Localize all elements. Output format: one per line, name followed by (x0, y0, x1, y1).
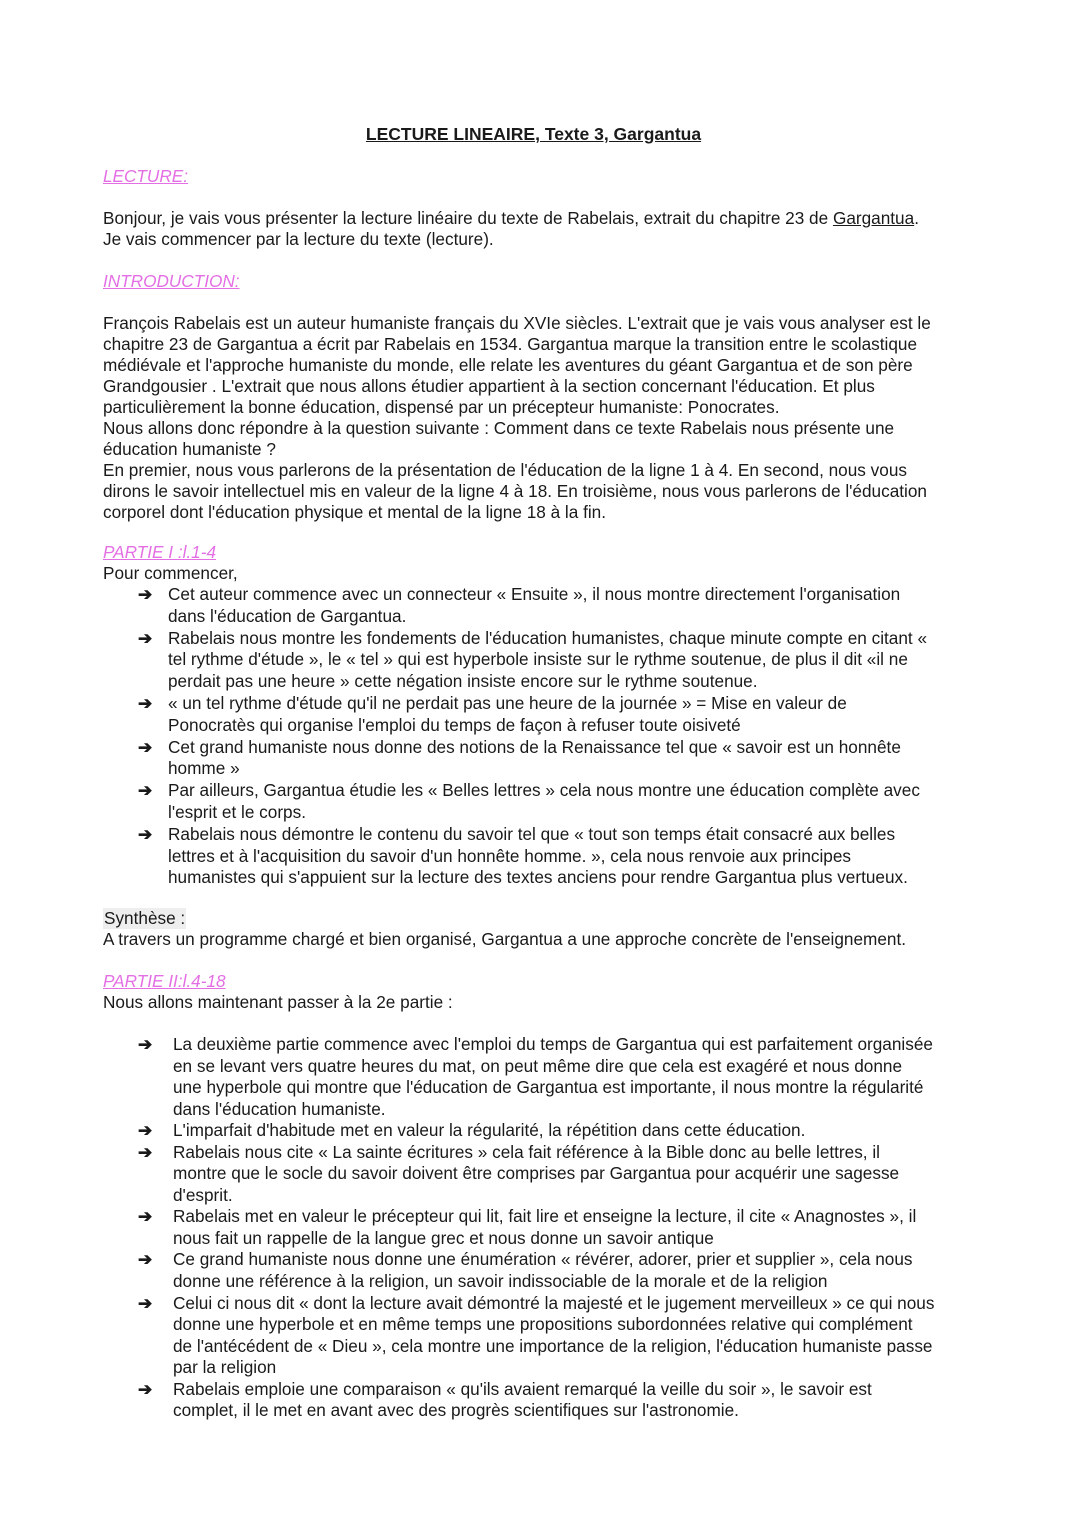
partie2-list (103, 1034, 1003, 1422)
arrow-right-icon: ➔ (138, 585, 153, 604)
arrow-right-icon: ➔ (138, 824, 153, 844)
synthese-section (103, 908, 1003, 950)
partie1-section (103, 563, 1003, 889)
synthese-label: Synthèse : (104, 908, 186, 928)
list-item: ➔ La deuxième partie commence avec l'emploi du temps de Gargantua qui est parfaitement organisée en se levant vers quatre heures du mat, on peut même dire que cela est exagéré et nous donne une hyperbole qui montre que l'éducation de Gargantua est importante, il nous montre la régularité dans l'éducation humaniste. (138, 1034, 933, 1119)
lecture-line-2: Je vais commencer par la lecture du texte (lecture). (103, 229, 494, 249)
list-item: ➔ Rabelais nous cite « La sainte écritures » cela fait référence à la Bible donc au belle lettres, il montre que le socle du savoir doivent être comprises par Gargantua pour acquérir une sagesse d'esprit. (138, 1141, 900, 1205)
list-item: ➔ L'imparfait d'habitude met en valeur la régularité, la répétition dans cette éducation. (138, 1120, 806, 1141)
intro-line: particulièrement la bonne éducation, dispensé par un précepteur humaniste: Ponocrates. (103, 397, 780, 417)
partie2-intro-block (103, 992, 1003, 1013)
synthese-text: A travers un programme chargé et bien organisé, Gargantua a une approche concrète de l'enseignement. (103, 929, 906, 949)
intro-line: corporel dont l'éducation physique et mental de la ligne 18 à la fin. (103, 502, 607, 522)
introduction-section (103, 313, 983, 523)
arrow-right-icon: ➔ (138, 1293, 153, 1313)
partie2-heading: PARTIE II:l.4-18 (103, 971, 226, 991)
list-item: ➔ Ce grand humaniste nous donne une énumération « révérer, adorer, prier et supplier », cela nous donne une référence à la religion, un savoir indissociable de la morale et de la religion (138, 1249, 913, 1292)
list-item: ➔ Rabelais met en valeur le précepteur qui lit, fait lire et enseigne la lecture, il cite « Anagnostes », il nous fait un rappelle de la langue grec et nous donne un savoir antique (138, 1206, 917, 1248)
list-item: ➔ Rabelais nous démontre le contenu du savoir tel que « tout son temps était consacré aux belles lettres et à l'acquisition du savoir d'un honnête homme. », cela nous renvoie aux principes humanistes qui s'appuient sur la lecture des textes anciens pour rendre Gargantua plus vertueux. (138, 823, 908, 888)
list-item: ➔ Cet grand humaniste nous donne des notions de la Renaissance tel que « savoir est un honnête homme » (138, 736, 901, 779)
partie1-list (103, 584, 1003, 889)
arrow-right-icon: ➔ (138, 1035, 153, 1054)
lecture-section (103, 208, 983, 250)
intro-line: François Rabelais est un auteur humaniste français du XVIe siècles. L'extrait que je vais vous analyser est le (103, 313, 931, 333)
intro-line: médiévale et l'approche humaniste du monde, elle relate les aventures du géant Gargantua et de son père (103, 355, 913, 375)
arrow-right-icon: ➔ (138, 1250, 153, 1270)
arrow-right-icon: ➔ (138, 693, 153, 713)
arrow-right-icon: ➔ (138, 628, 153, 648)
list-item: ➔ Rabelais emploie une comparaison « qu'ils avaient remarqué la veille du soir », le savoir est complet, il le met en avant avec des progrès scientifiques sur l'astronomie. (138, 1378, 872, 1421)
arrow-right-icon: ➔ (138, 737, 153, 757)
intro-line: Nous allons donc répondre à la question suivante : Comment dans ce texte Rabelais nous présente une (103, 418, 895, 438)
list-item: ➔ Rabelais nous montre les fondements de l'éducation humanistes, chaque minute compte en citant « tel rythme d'étude », le « tel » qui est hyperbole insiste sur le rythme soutenue, de plus il dit «il ne perdait pas une heure » cette négation insiste encore sur le rythme soutenue. (138, 627, 928, 692)
list-item: ➔ « un tel rythme d'étude qu'il ne perdait pas une heure de la journée » = Mise en valeur de Ponocratès qui organise l'emploi du temps de façon à refuser toute oisiveté (138, 692, 847, 735)
document-title: LECTURE LINEAIRE, Texte 3, Gargantua (365, 124, 702, 144)
arrow-right-icon: ➔ (138, 1379, 153, 1399)
intro-line: En premier, nous vous parlerons de la présentation de l'éducation de la ligne 1 à 4. En second, nous vous (103, 460, 907, 480)
partie1-heading: PARTIE I :l.1-4 (103, 542, 217, 562)
intro-line: dirons le savoir intellectuel mis en valeur de la ligne 4 à 18. En troisième, nous vous parlerons de l'éducation (103, 481, 927, 501)
arrow-right-icon: ➔ (138, 1207, 153, 1227)
list-item: ➔ Cet auteur commence avec un connecteur « Ensuite », il nous montre directement l'organisation dans l'éducation de Gargantua. (138, 584, 901, 626)
partie2-section (103, 1034, 1003, 1422)
intro-line: Grandgousier . L'extrait que nous allons étudier appartient à la section concernant l'éducation. Et plus (103, 376, 875, 396)
intro-line: éducation humaniste ? (103, 439, 276, 459)
introduction-heading: INTRODUCTION: (103, 271, 240, 291)
partie1-intro: Pour commencer, (103, 563, 238, 583)
list-item: ➔ Par ailleurs, Gargantua étudie les « Belles lettres » cela nous montre une éducation complète avec l'esprit et le corps. (138, 780, 920, 822)
work-title: Gargantua (832, 208, 915, 228)
intro-line: chapitre 23 de Gargantua a écrit par Rabelais en 1534. Gargantua marque la transition entre le scolastique (103, 334, 918, 354)
arrow-right-icon: ➔ (138, 1121, 153, 1141)
arrow-right-icon: ➔ (138, 781, 153, 801)
lecture-line-1: Bonjour, je vais vous présenter la lecture linéaire du texte de Rabelais, extrait du chapitre 23 de Gargantua. (103, 208, 919, 228)
partie2-intro: Nous allons maintenant passer à la 2e partie : (103, 992, 453, 1012)
arrow-right-icon: ➔ (138, 1142, 153, 1162)
lecture-heading: LECTURE: (103, 166, 188, 186)
list-item: ➔ Celui ci nous dit « dont la lecture avait démontré la majesté et le jugement merveilleux » ce qui nous donne une hyperbole et en même temps une propositions subordonnées relative qui complément de l'antécédent de « Dieu », cela montre une importance de la religion, l'éducation humaniste passe par la religion (138, 1292, 935, 1378)
